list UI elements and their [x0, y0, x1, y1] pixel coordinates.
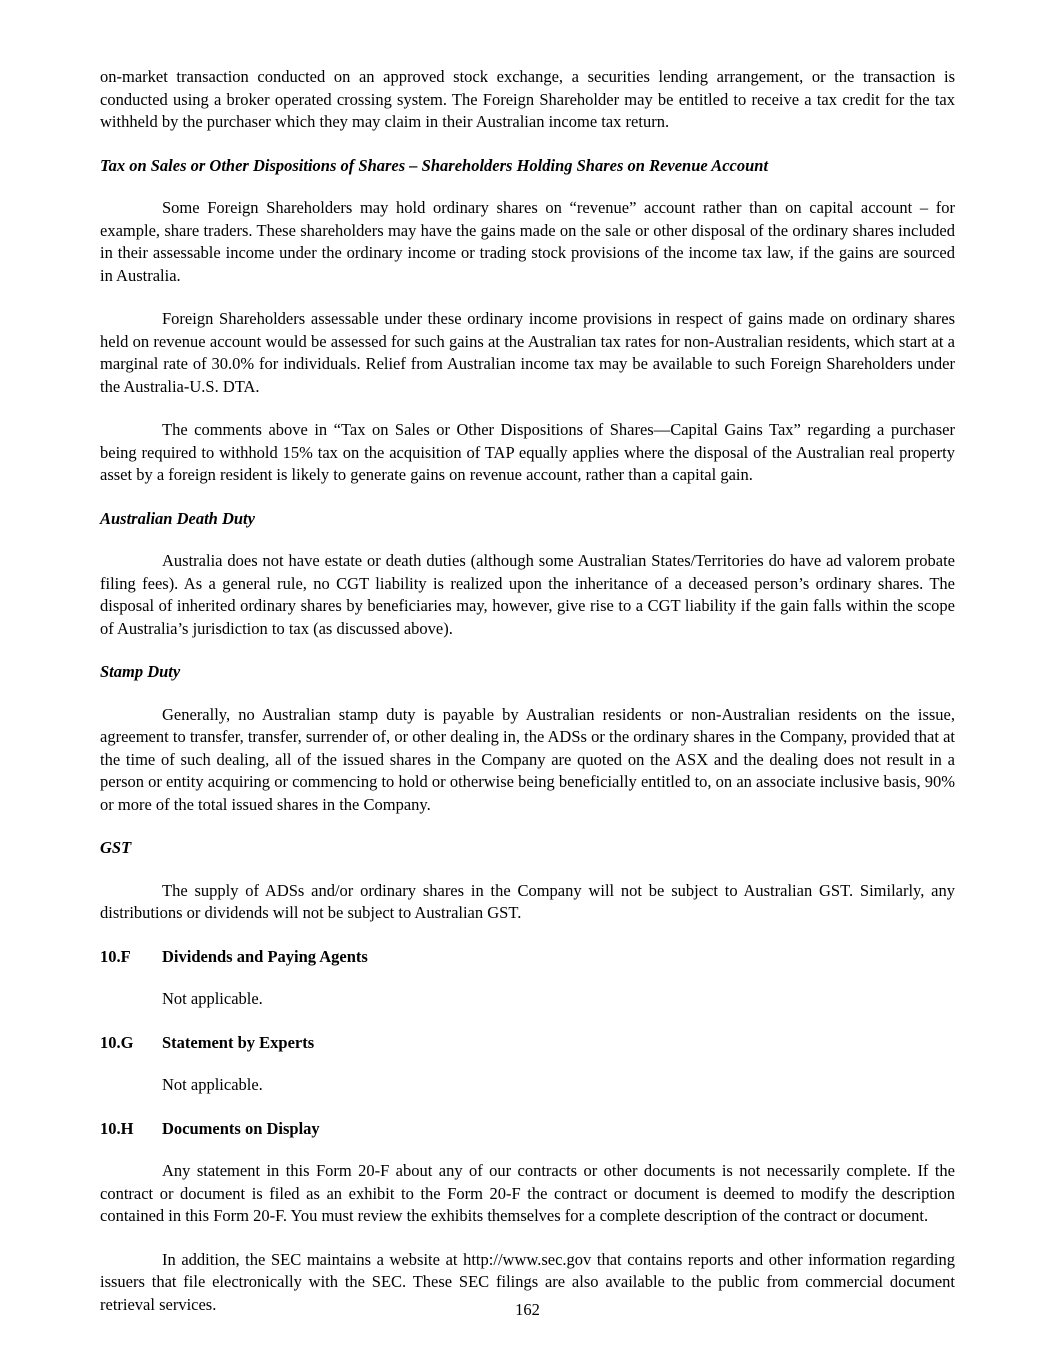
item-number-10f: 10.F — [100, 946, 131, 966]
item-title-10g: Statement by Experts — [162, 1032, 315, 1052]
item-title-10f: Dividends and Paying Agents — [162, 946, 368, 966]
item-heading-10h — [100, 1118, 955, 1141]
section-heading-gst: GST — [100, 838, 132, 857]
paragraph-10g-body: Not applicable. — [162, 1075, 263, 1094]
item-title-10h: Documents on Display — [162, 1118, 320, 1138]
paragraph-10h-body-1: Any statement in this Form 20-F about any of our contracts or other documents is not necessarily complete. If the contract or document is filed as an exhibit to the Form 20-F the contract or document is deemed to modify the description contained in this Form 20-F. You must review the exhibits themselves for a complete description of the contract or document. — [100, 1161, 955, 1225]
item-number-10h: 10.H — [100, 1118, 134, 1138]
paragraph-10h-body-2: In addition, the SEC maintains a website at http://www.sec.gov that contains reports and other information regarding issuers that file electronically with the SEC. These SEC filings are also available to the public from commercial document retrieval services. — [100, 1249, 955, 1314]
item-heading-10g — [100, 1032, 955, 1055]
item-number-10g: 10.G — [100, 1032, 134, 1052]
paragraph-stamp-duty: Generally, no Australian stamp duty is payable by Australian residents or non-Australian residents on the issue, agreement to transfer, transfer, surrender of, or other dealing in, the ADSs or the ordinary shares in the Company, provided that at the time of such dealing, all of the issued shares in the Company are quoted on the ASX and the dealing does not result in a person or entity acquiring or commencing to hold or otherwise being beneficially entitled to, on an associate inclusive basis, 90% or more of the total issued shares in the Company. — [100, 704, 955, 814]
paragraph-death-duty: Australia does not have estate or death duties (although some Australian States/Territories do have ad valorem probate filing fees). As a general rule, no CGT liability is realized upon the inheritance of a deceased person’s ordinary shares. The disposal of inherited ordinary shares by beneficiaries may, however, give rise to a CGT liability if the gain falls within the scope of Australia’s jurisdiction to tax (as discussed above). — [100, 551, 955, 638]
section-heading-death-duty: Australian Death Duty — [100, 508, 255, 528]
paragraph-10f-body: Not applicable. — [162, 989, 263, 1008]
section-heading-revenue-account: Tax on Sales or Other Dispositions of Shares – Shareholders Holding Shares on Revenue Account — [100, 155, 769, 175]
paragraph-revenue-1: Some Foreign Shareholders may hold ordinary shares on “revenue” account rather than on capital account – for example, share traders. These shareholders may have the gains made on the sale or other disposal of the ordinary shares included in their assessable income under the ordinary income or trading stock provisions of the income tax law, if the gains are sourced in Australia. — [100, 198, 955, 285]
paragraph-revenue-3: The comments above in “Tax on Sales or Other Dispositions of Shares—Capital Gains Tax” regarding a purchaser being required to withhold 15% tax on the acquisition of TAP equally applies where the disposal of the Australian real property asset by a foreign resident is likely to generate gains on revenue account, rather than a capital gain. — [100, 420, 955, 484]
item-heading-10f — [100, 946, 955, 969]
section-heading-stamp-duty: Stamp Duty — [100, 662, 181, 681]
paragraph-continuation: on-market transaction conducted on an approved stock exchange, a securities lending arrangement, or the transaction is conducted using a broker operated crossing system. The Foreign Shareholder may be entitled to receive a tax credit for the tax withheld by the purchaser which they may claim in their Australian income tax return. — [100, 67, 955, 131]
page-number: 162 — [515, 1299, 540, 1319]
paragraph-gst: The supply of ADSs and/or ordinary shares in the Company will not be subject to Australian GST. Similarly, any distributions or dividends will not be subject to Australian GST. — [100, 880, 955, 922]
paragraph-revenue-2: Foreign Shareholders assessable under these ordinary income provisions in respect of gains made on ordinary shares held on revenue account would be assessed for such gains at the Australian tax rates for non-Australian residents, which start at a marginal rate of 30.0% for individuals. Relief from Australian income tax may be available to such Foreign Shareholders under the Australia-U.S. DTA. — [100, 309, 955, 396]
